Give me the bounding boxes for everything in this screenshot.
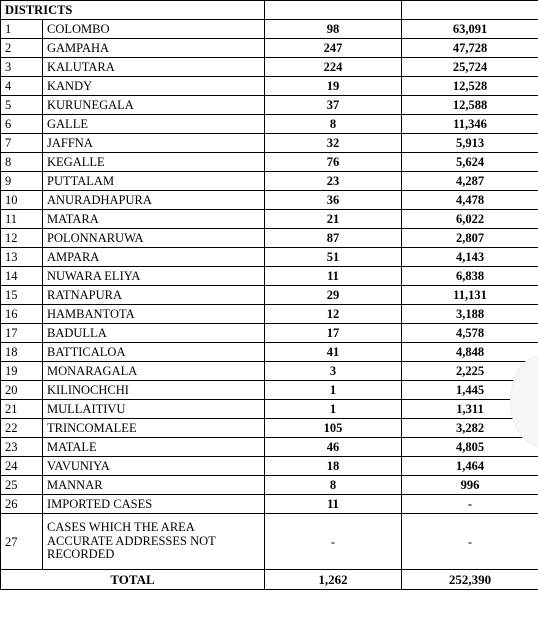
value-b: 1,464: [402, 457, 538, 476]
row-number: 16: [1, 305, 43, 324]
table-row: [1, 134, 538, 153]
value-b: 12,528: [402, 77, 538, 96]
table-row: [1, 77, 538, 96]
value-b: 6,838: [402, 267, 538, 286]
value-a: -: [265, 514, 402, 570]
row-number: 4: [1, 77, 43, 96]
district-name: POLONNARUWA: [43, 229, 265, 248]
value-b: 4,478: [402, 191, 538, 210]
total-value-a: 1,262: [265, 570, 402, 590]
table-row: [1, 267, 538, 286]
table-row: [1, 39, 538, 58]
value-b: 2,225: [402, 362, 538, 381]
district-name: VAVUNIYA: [43, 457, 265, 476]
row-number: 17: [1, 324, 43, 343]
total-label: TOTAL: [1, 570, 265, 590]
value-b: -: [402, 514, 538, 570]
district-name: [43, 514, 265, 570]
row-number: 7: [1, 134, 43, 153]
district-name: GALLE: [43, 115, 265, 134]
row-number: 14: [1, 267, 43, 286]
district-name: HAMBANTOTA: [43, 305, 265, 324]
value-b: 63,091: [402, 20, 538, 39]
value-a: 105: [265, 419, 402, 438]
table-row: [1, 400, 538, 419]
value-b: 4,287: [402, 172, 538, 191]
value-a: 224: [265, 58, 402, 77]
value-a: 18: [265, 457, 402, 476]
row-number: 19: [1, 362, 43, 381]
value-a: 17: [265, 324, 402, 343]
row-number: 27: [1, 514, 43, 570]
district-name: JAFFNA: [43, 134, 265, 153]
row-number: 5: [1, 96, 43, 115]
district-name: NUWARA ELIYA: [43, 267, 265, 286]
value-a: 87: [265, 229, 402, 248]
table-row: [1, 191, 538, 210]
table-row: [1, 58, 538, 77]
district-name: MULLAITIVU: [43, 400, 265, 419]
value-a: 41: [265, 343, 402, 362]
value-a: 11: [265, 267, 402, 286]
value-a: 51: [265, 248, 402, 267]
value-b: 5,624: [402, 153, 538, 172]
row-number: 18: [1, 343, 43, 362]
district-name: COLOMBO: [43, 20, 265, 39]
value-b: 4,805: [402, 438, 538, 457]
value-b: 3,282: [402, 419, 538, 438]
district-name: MATALE: [43, 438, 265, 457]
column-b-header: [402, 1, 538, 20]
total-row: [1, 570, 538, 590]
row-number: 22: [1, 419, 43, 438]
row-number: 9: [1, 172, 43, 191]
district-name-line: ACCURATE ADDRESSES NOT: [47, 533, 216, 548]
table-row: [1, 476, 538, 495]
row-number: 8: [1, 153, 43, 172]
district-name: IMPORTED CASES: [43, 495, 265, 514]
value-b: 11,346: [402, 115, 538, 134]
value-b: 6,022: [402, 210, 538, 229]
value-b: 1,311: [402, 400, 538, 419]
value-a: 37: [265, 96, 402, 115]
district-name: GAMPAHA: [43, 39, 265, 58]
value-a: 1: [265, 381, 402, 400]
table-header-row: [1, 1, 538, 20]
value-a: 32: [265, 134, 402, 153]
value-b: -: [402, 495, 538, 514]
value-b: 4,848: [402, 343, 538, 362]
value-b: 12,588: [402, 96, 538, 115]
value-a: 36: [265, 191, 402, 210]
row-number: 23: [1, 438, 43, 457]
value-b: 3,188: [402, 305, 538, 324]
table-row: [1, 210, 538, 229]
district-name: KEGALLE: [43, 153, 265, 172]
value-a: 8: [265, 476, 402, 495]
table-row: [1, 96, 538, 115]
value-a: 46: [265, 438, 402, 457]
district-name: BADULLA: [43, 324, 265, 343]
row-number: 6: [1, 115, 43, 134]
value-a: 12: [265, 305, 402, 324]
table-row: [1, 362, 538, 381]
column-a-header: [265, 1, 402, 20]
value-a: 76: [265, 153, 402, 172]
table-row: [1, 286, 538, 305]
district-name: MATARA: [43, 210, 265, 229]
value-b: 4,578: [402, 324, 538, 343]
row-number: 10: [1, 191, 43, 210]
district-name: KALUTARA: [43, 58, 265, 77]
value-b: 47,728: [402, 39, 538, 58]
district-name: AMPARA: [43, 248, 265, 267]
district-name-line: CASES WHICH THE AREA: [47, 520, 195, 535]
table-row: [1, 248, 538, 267]
value-a: 19: [265, 77, 402, 96]
table-row: [1, 381, 538, 400]
district-name: MANNAR: [43, 476, 265, 495]
district-name: BATTICALOA: [43, 343, 265, 362]
row-number: 26: [1, 495, 43, 514]
value-a: 29: [265, 286, 402, 305]
value-a: 98: [265, 20, 402, 39]
row-number: 20: [1, 381, 43, 400]
value-b: 11,131: [402, 286, 538, 305]
value-a: 247: [265, 39, 402, 58]
districts-header: DISTRICTS: [1, 1, 265, 20]
table-row: [1, 324, 538, 343]
table-row: [1, 229, 538, 248]
value-a: 3: [265, 362, 402, 381]
table-row: [1, 495, 538, 514]
value-a: 21: [265, 210, 402, 229]
value-b: 4,143: [402, 248, 538, 267]
value-a: 23: [265, 172, 402, 191]
district-name: KILINOCHCHI: [43, 381, 265, 400]
value-b: 996: [402, 476, 538, 495]
value-a: 1: [265, 400, 402, 419]
value-b: 1,445: [402, 381, 538, 400]
district-name: RATNAPURA: [43, 286, 265, 305]
table-row: [1, 343, 538, 362]
district-name: KURUNEGALA: [43, 96, 265, 115]
row-number: 12: [1, 229, 43, 248]
table-row: [1, 419, 538, 438]
district-name-line: RECORDED: [47, 547, 115, 562]
value-b: 5,913: [402, 134, 538, 153]
table-row: [1, 115, 538, 134]
row-number: 1: [1, 20, 43, 39]
table-row: [1, 438, 538, 457]
table-row: [1, 457, 538, 476]
row-number: 24: [1, 457, 43, 476]
value-b: 2,807: [402, 229, 538, 248]
table-row: [1, 153, 538, 172]
value-a: 11: [265, 495, 402, 514]
row-number: 2: [1, 39, 43, 58]
row-number: 21: [1, 400, 43, 419]
table-row: [1, 20, 538, 39]
district-name: TRINCOMALEE: [43, 419, 265, 438]
value-a: 8: [265, 115, 402, 134]
table-body: [1, 20, 538, 514]
table-row: [1, 514, 538, 570]
district-name: PUTTALAM: [43, 172, 265, 191]
district-name: KANDY: [43, 77, 265, 96]
row-number: 15: [1, 286, 43, 305]
row-number: 25: [1, 476, 43, 495]
table-row: [1, 172, 538, 191]
district-name: MONARAGALA: [43, 362, 265, 381]
district-name: ANURADHAPURA: [43, 191, 265, 210]
row-number: 13: [1, 248, 43, 267]
row-number: 11: [1, 210, 43, 229]
row-number: 3: [1, 58, 43, 77]
value-b: 25,724: [402, 58, 538, 77]
total-value-b: 252,390: [402, 570, 538, 590]
table-row: [1, 305, 538, 324]
